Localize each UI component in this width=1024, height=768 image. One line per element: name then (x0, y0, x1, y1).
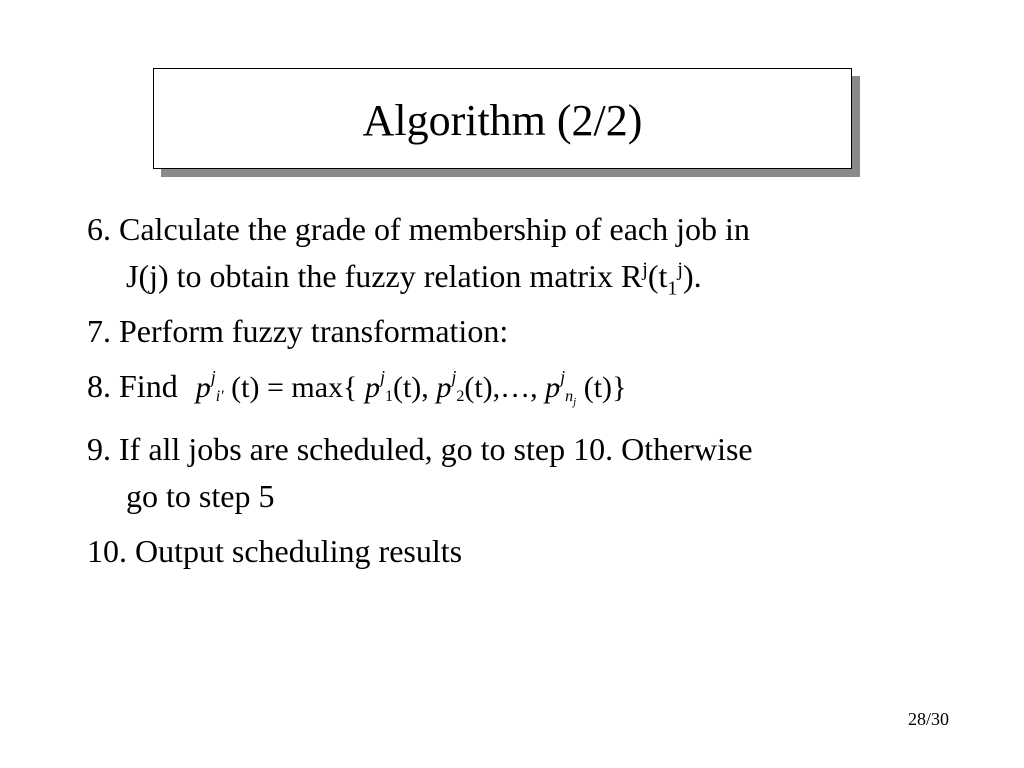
formula-j-n: j (560, 367, 566, 387)
step-6-line1: Calculate the grade of membership of each job in (119, 211, 750, 247)
step-9-line1: If all jobs are scheduled, go to step 10. Otherwise (119, 431, 753, 467)
step-7 (87, 308, 947, 355)
formula-p-lhs: p (195, 371, 211, 404)
formula-max: max{ (291, 371, 358, 404)
title-box (153, 68, 852, 169)
step-10-number: 10. (87, 533, 127, 569)
step-6-sub-1: 1 (667, 277, 678, 300)
step-8-number: 8. (87, 368, 111, 404)
formula-arg-1: (t), (392, 371, 429, 404)
formula-j-2: j (451, 367, 457, 387)
max-formula (196, 364, 627, 418)
step-10-text: Output scheduling results (135, 533, 463, 569)
step-6-line2-end: ). (682, 258, 702, 294)
formula-i-prime: i′ (215, 388, 224, 405)
formula-lhs-arg: (t) (231, 371, 260, 404)
formula-arg-2: (t),…, (464, 371, 538, 404)
formula-p-1: p (364, 371, 380, 404)
formula-j-lhs: j (210, 367, 216, 387)
step-6-line2-prefix: J(j) to obtain the fuzzy relation matrix R (126, 258, 643, 294)
step-6-sup-j2: j (677, 258, 683, 281)
slide-title: Algorithm (2/2) (362, 95, 643, 145)
step-9-number: 9. (87, 431, 111, 467)
formula-sub-n: n (565, 388, 574, 405)
step-6 (87, 206, 947, 300)
formula-j-1: j (379, 367, 385, 387)
step-8-text: Find (119, 368, 178, 404)
step-6-sup-j: j (642, 258, 648, 281)
formula-eq: = (266, 371, 284, 404)
step-8 (87, 363, 947, 418)
formula-sub-n-j: j (573, 396, 577, 408)
formula-sub-2: 2 (456, 388, 465, 405)
step-7-number: 7. (87, 313, 111, 349)
step-6-line2 (87, 253, 947, 300)
formula-arg-n: (t) (583, 371, 613, 404)
step-6-number: 6. (87, 211, 111, 247)
step-9 (87, 426, 947, 520)
step-6-line2-mid: (t (647, 258, 668, 294)
formula-p-n: p (545, 371, 561, 404)
formula-p-2: p (436, 371, 452, 404)
formula-sub-1: 1 (384, 388, 393, 405)
formula-close: } (612, 371, 627, 404)
step-9-line2: go to step 5 (126, 478, 275, 514)
step-7-text: Perform fuzzy transformation: (119, 313, 509, 349)
step-10 (87, 528, 947, 575)
page-number: 28/30 (907, 709, 949, 729)
step-list (87, 206, 947, 583)
